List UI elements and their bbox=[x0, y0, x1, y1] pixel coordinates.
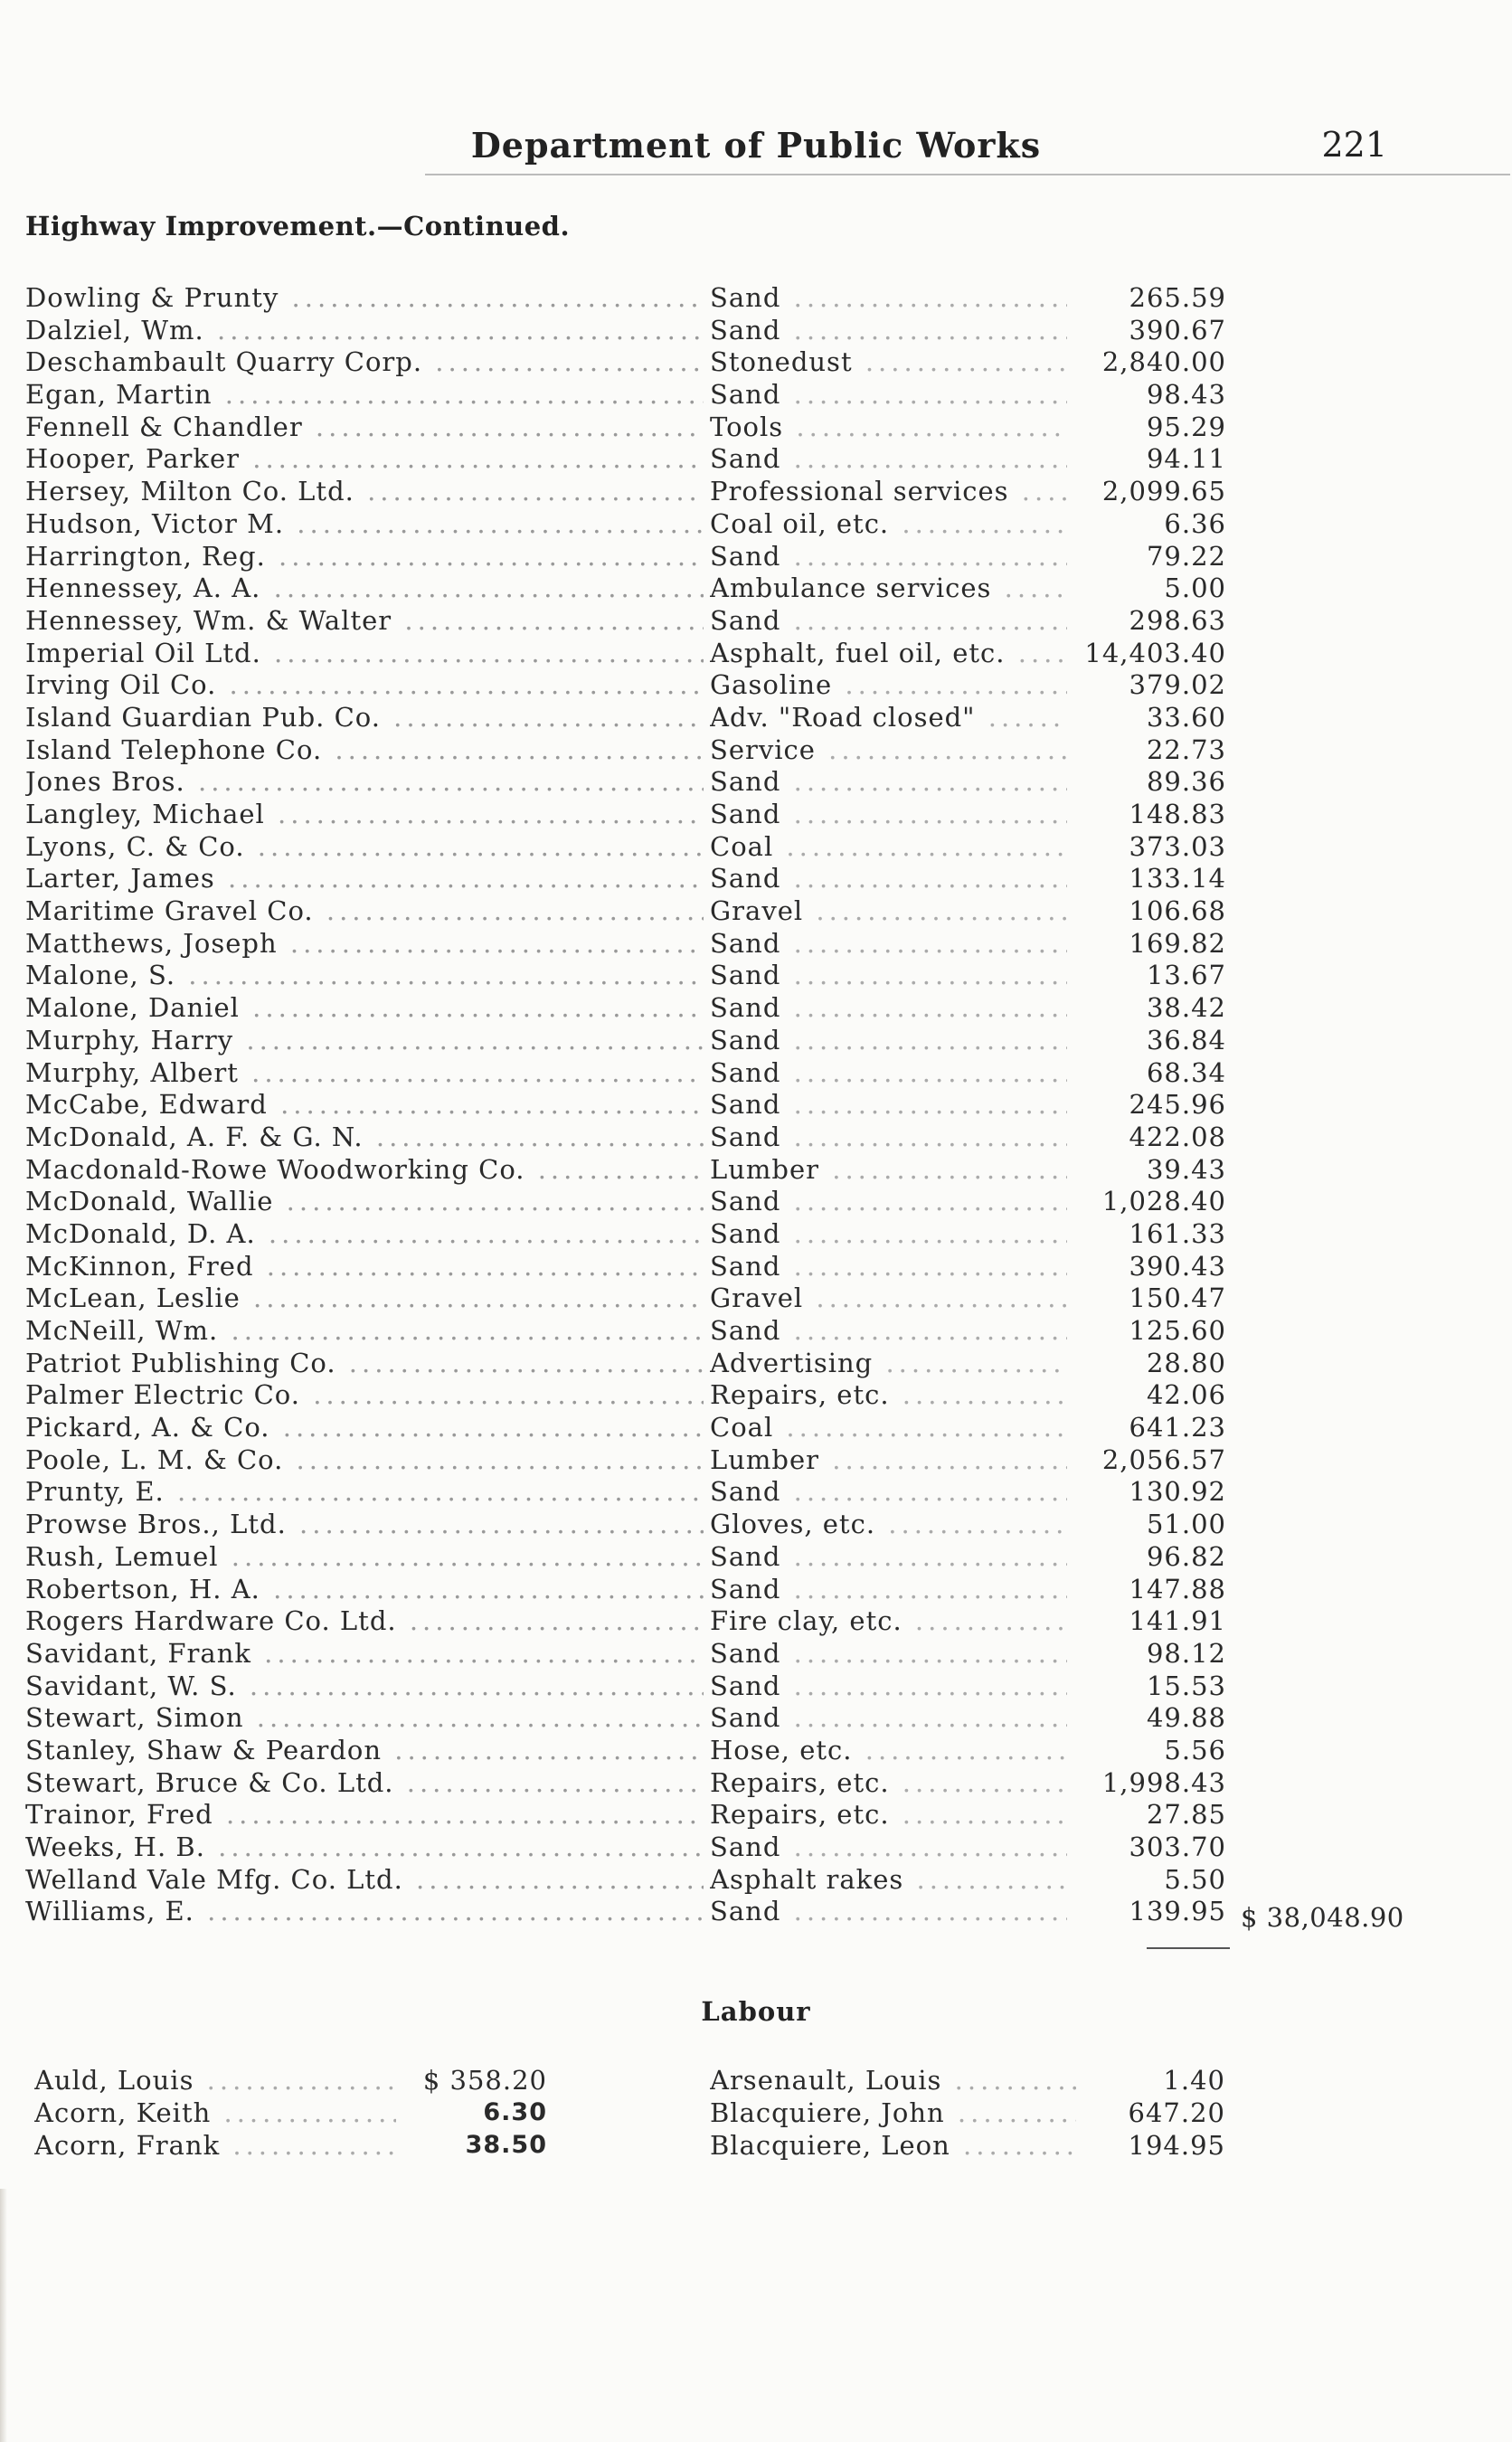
entry-row bbox=[0, 1315, 1512, 1348]
expense-amount: 98.12 bbox=[1067, 1638, 1226, 1671]
expense-amount: 79.22 bbox=[1067, 541, 1226, 573]
payee-name: McKinnon, Fred ..... bbox=[25, 1251, 704, 1283]
payee-name: Murphy, Harry ..... bbox=[25, 1025, 704, 1057]
entry-row bbox=[0, 1089, 1512, 1122]
expense-amount: 1,028.40 bbox=[1067, 1186, 1226, 1218]
expense-amount: 28.80 bbox=[1067, 1348, 1226, 1380]
entry-row bbox=[0, 573, 1512, 605]
payee-name: Island Guardian Pub. Co. ..... bbox=[25, 702, 704, 734]
expense-amount: 303.70 bbox=[1067, 1832, 1226, 1864]
expense-item: Sand ..... bbox=[710, 1896, 1090, 1928]
labour-name: Blacquiere, Leon ..... bbox=[710, 2129, 1090, 2162]
expense-item: Sand ..... bbox=[710, 443, 1090, 476]
expense-item: Fire clay, etc. ..... bbox=[710, 1605, 1090, 1638]
entry-row bbox=[0, 1412, 1512, 1444]
expense-item: Coal ..... bbox=[710, 1412, 1090, 1444]
section-heading: Highway Improvement.—Continued. bbox=[25, 211, 571, 241]
expense-amount: 422.08 bbox=[1067, 1122, 1226, 1154]
expense-amount: 49.88 bbox=[1067, 1702, 1226, 1735]
entry-row bbox=[0, 831, 1512, 864]
entry-row bbox=[0, 799, 1512, 831]
expense-amount: 42.06 bbox=[1067, 1379, 1226, 1412]
entry-row bbox=[0, 766, 1512, 799]
expense-item: Coal ..... bbox=[710, 831, 1090, 864]
entry-row bbox=[0, 1832, 1512, 1864]
expense-amount: 2,056.57 bbox=[1067, 1444, 1226, 1477]
payee-name: Egan, Martin ..... bbox=[25, 379, 704, 412]
payee-name: Palmer Electric Co. ..... bbox=[25, 1379, 704, 1412]
expense-amount: 68.34 bbox=[1067, 1057, 1226, 1090]
expense-item: Sand ..... bbox=[710, 992, 1090, 1025]
entry-row bbox=[0, 1283, 1512, 1315]
expense-item: Hose, etc. ..... bbox=[710, 1735, 1090, 1767]
entry-row bbox=[0, 315, 1512, 347]
expense-item: Sand ..... bbox=[710, 766, 1090, 799]
payee-name: Williams, E. ..... bbox=[25, 1896, 704, 1928]
entry-row bbox=[0, 1605, 1512, 1638]
expense-amount: 298.63 bbox=[1067, 605, 1226, 638]
payee-name: McLean, Leslie ..... bbox=[25, 1283, 704, 1315]
payee-name: Fennell & Chandler ..... bbox=[25, 412, 704, 444]
expense-amount: 6.36 bbox=[1067, 508, 1226, 541]
expense-item: Gasoline ..... bbox=[710, 669, 1090, 702]
expense-item: Adv. "Road closed" ..... bbox=[710, 702, 1090, 734]
payee-name: McDonald, Wallie ..... bbox=[25, 1186, 704, 1218]
payee-name: Matthews, Joseph ..... bbox=[25, 928, 704, 961]
expenditure-list bbox=[0, 282, 1512, 1928]
payee-name: McDonald, A. F. & G. N. ..... bbox=[25, 1122, 704, 1154]
expense-item: Sand ..... bbox=[710, 1671, 1090, 1703]
payee-name: Dowling & Prunty ..... bbox=[25, 282, 704, 315]
labour-name: Acorn, Frank ..... bbox=[34, 2129, 396, 2162]
entry-row bbox=[0, 282, 1512, 315]
payee-name: Prowse Bros., Ltd. ..... bbox=[25, 1509, 704, 1541]
entry-row bbox=[0, 1574, 1512, 1606]
entry-row bbox=[0, 669, 1512, 702]
entry-row bbox=[0, 638, 1512, 670]
payee-name: Trainor, Fred ..... bbox=[25, 1799, 704, 1832]
entry-row bbox=[0, 1186, 1512, 1218]
entry-row bbox=[0, 476, 1512, 508]
expense-item: Service ..... bbox=[710, 734, 1090, 767]
expense-item: Sand ..... bbox=[710, 1574, 1090, 1606]
entry-row bbox=[0, 508, 1512, 541]
expense-amount: 150.47 bbox=[1067, 1283, 1226, 1315]
expense-item: Sand ..... bbox=[710, 1251, 1090, 1283]
expense-amount: 2,099.65 bbox=[1067, 476, 1226, 508]
entry-row bbox=[0, 1444, 1512, 1477]
payee-name: Hennessey, A. A. ..... bbox=[25, 573, 704, 605]
expense-item: Sand ..... bbox=[710, 863, 1090, 895]
expense-amount: 139.95 bbox=[1067, 1896, 1226, 1928]
expense-item: Asphalt rakes ..... bbox=[710, 1864, 1090, 1897]
expense-item: Lumber ..... bbox=[710, 1444, 1090, 1477]
entry-row bbox=[0, 960, 1512, 992]
expense-item: Sand ..... bbox=[710, 799, 1090, 831]
expense-amount: 36.84 bbox=[1067, 1025, 1226, 1057]
expense-item: Sand ..... bbox=[710, 1025, 1090, 1057]
expense-amount: 390.67 bbox=[1067, 315, 1226, 347]
entry-row bbox=[0, 346, 1512, 379]
entry-row bbox=[0, 1154, 1512, 1187]
expense-amount: 106.68 bbox=[1067, 895, 1226, 928]
expense-amount: 27.85 bbox=[1067, 1799, 1226, 1832]
entry-row bbox=[0, 541, 1512, 573]
entry-row bbox=[0, 1379, 1512, 1412]
entry-row bbox=[0, 1251, 1512, 1283]
expense-item: Sand ..... bbox=[710, 282, 1090, 315]
expense-amount: 1,998.43 bbox=[1067, 1767, 1226, 1800]
expense-item: Professional services ..... bbox=[710, 476, 1090, 508]
payee-name: McNeill, Wm. ..... bbox=[25, 1315, 704, 1348]
expense-item: Sand ..... bbox=[710, 1186, 1090, 1218]
labour-row bbox=[0, 2097, 1512, 2129]
expense-amount: 133.14 bbox=[1067, 863, 1226, 895]
labour-row bbox=[0, 2129, 1512, 2162]
payee-name: Malone, S. ..... bbox=[25, 960, 704, 992]
entry-row bbox=[0, 1671, 1512, 1703]
payee-name: Dalziel, Wm. ..... bbox=[25, 315, 704, 347]
payee-name: Malone, Daniel ..... bbox=[25, 992, 704, 1025]
expense-item: Sand ..... bbox=[710, 605, 1090, 638]
payee-name: McCabe, Edward ..... bbox=[25, 1089, 704, 1122]
expense-amount: 89.36 bbox=[1067, 766, 1226, 799]
expense-item: Asphalt, fuel oil, etc. ..... bbox=[710, 638, 1090, 670]
page-number: 221 bbox=[1321, 125, 1387, 165]
expense-item: Sand ..... bbox=[710, 928, 1090, 961]
entry-row bbox=[0, 992, 1512, 1025]
expense-amount: 245.96 bbox=[1067, 1089, 1226, 1122]
expense-item: Sand ..... bbox=[710, 1218, 1090, 1251]
expense-item: Gravel ..... bbox=[710, 895, 1090, 928]
expense-item: Sand ..... bbox=[710, 1638, 1090, 1671]
expense-item: Gravel ..... bbox=[710, 1283, 1090, 1315]
expense-amount: 33.60 bbox=[1067, 702, 1226, 734]
payee-name: Stewart, Simon ..... bbox=[25, 1702, 704, 1735]
payee-name: Poole, L. M. & Co. ..... bbox=[25, 1444, 704, 1477]
expense-item: Sand ..... bbox=[710, 1315, 1090, 1348]
expense-amount: 13.67 bbox=[1067, 960, 1226, 992]
payee-name: Stewart, Bruce & Co. Ltd. ..... bbox=[25, 1767, 704, 1800]
entry-row bbox=[0, 443, 1512, 476]
expense-amount: 169.82 bbox=[1067, 928, 1226, 961]
payee-name: Harrington, Reg. ..... bbox=[25, 541, 704, 573]
expense-item: Sand ..... bbox=[710, 1057, 1090, 1090]
payee-name: Welland Vale Mfg. Co. Ltd. ..... bbox=[25, 1864, 704, 1897]
expense-item: Lumber ..... bbox=[710, 1154, 1090, 1187]
expense-amount: 22.73 bbox=[1067, 734, 1226, 767]
payee-name: Murphy, Albert ..... bbox=[25, 1057, 704, 1090]
entry-row bbox=[0, 1767, 1512, 1800]
entry-row bbox=[0, 1025, 1512, 1057]
expense-amount: 265.59 bbox=[1067, 282, 1226, 315]
expense-amount: 148.83 bbox=[1067, 799, 1226, 831]
section-total: $ 38,048.90 bbox=[1241, 1902, 1404, 1933]
expense-amount: 379.02 bbox=[1067, 669, 1226, 702]
header-rule bbox=[425, 174, 1510, 175]
labour-list bbox=[0, 2064, 1512, 2162]
payee-name: Patriot Publishing Co. ..... bbox=[25, 1348, 704, 1380]
payee-name: Weeks, H. B. ..... bbox=[25, 1832, 704, 1864]
page-header bbox=[0, 125, 1512, 170]
expense-item: Sand ..... bbox=[710, 1541, 1090, 1574]
expense-item: Stonedust ..... bbox=[710, 346, 1090, 379]
payee-name: Robertson, H. A. ..... bbox=[25, 1574, 704, 1606]
labour-amount: 194.95 bbox=[1076, 2129, 1225, 2162]
payee-name: Hudson, Victor M. ..... bbox=[25, 508, 704, 541]
expense-item: Tools ..... bbox=[710, 412, 1090, 444]
expense-amount: 39.43 bbox=[1067, 1154, 1226, 1187]
payee-name: McDonald, D. A. ..... bbox=[25, 1218, 704, 1251]
expense-amount: 125.60 bbox=[1067, 1315, 1226, 1348]
expense-amount: 96.82 bbox=[1067, 1541, 1226, 1574]
entry-row bbox=[0, 1476, 1512, 1509]
labour-amount: 6.30 bbox=[398, 2097, 547, 2129]
expense-amount: 5.56 bbox=[1067, 1735, 1226, 1767]
payee-name: Langley, Michael ..... bbox=[25, 799, 704, 831]
entry-row bbox=[0, 412, 1512, 444]
expense-amount: 94.11 bbox=[1067, 443, 1226, 476]
entry-row bbox=[0, 605, 1512, 638]
payee-name: Savidant, W. S. ..... bbox=[25, 1671, 704, 1703]
labour-amount: $ 358.20 bbox=[398, 2064, 547, 2097]
expense-item: Repairs, etc. ..... bbox=[710, 1767, 1090, 1800]
payee-name: Rogers Hardware Co. Ltd. ..... bbox=[25, 1605, 704, 1638]
payee-name: Stanley, Shaw & Peardon ..... bbox=[25, 1735, 704, 1767]
expense-amount: 641.23 bbox=[1067, 1412, 1226, 1444]
expense-item: Advertising ..... bbox=[710, 1348, 1090, 1380]
payee-name: Island Telephone Co. ..... bbox=[25, 734, 704, 767]
expense-amount: 147.88 bbox=[1067, 1574, 1226, 1606]
entry-row bbox=[0, 928, 1512, 961]
expense-item: Sand ..... bbox=[710, 1089, 1090, 1122]
expense-item: Coal oil, etc. ..... bbox=[710, 508, 1090, 541]
labour-name: Acorn, Keith ..... bbox=[34, 2097, 396, 2129]
entry-row bbox=[0, 863, 1512, 895]
entry-row bbox=[0, 895, 1512, 928]
entry-row bbox=[0, 1509, 1512, 1541]
payee-name: Larter, James ..... bbox=[25, 863, 704, 895]
payee-name: Jones Bros. ..... bbox=[25, 766, 704, 799]
payee-name: Rush, Lemuel ..... bbox=[25, 1541, 704, 1574]
expense-item: Sand ..... bbox=[710, 315, 1090, 347]
labour-amount: 1.40 bbox=[1076, 2064, 1225, 2097]
entry-row bbox=[0, 1541, 1512, 1574]
expense-item: Repairs, etc. ..... bbox=[710, 1799, 1090, 1832]
expense-item: Sand ..... bbox=[710, 1476, 1090, 1509]
payee-name: Savidant, Frank ..... bbox=[25, 1638, 704, 1671]
payee-name: Lyons, C. & Co. ..... bbox=[25, 831, 704, 864]
expense-amount: 5.00 bbox=[1067, 573, 1226, 605]
entry-row bbox=[0, 1057, 1512, 1090]
entry-row bbox=[0, 734, 1512, 767]
payee-name: Hersey, Milton Co. Ltd. ..... bbox=[25, 476, 704, 508]
expense-amount: 5.50 bbox=[1067, 1864, 1226, 1897]
expense-amount: 98.43 bbox=[1067, 379, 1226, 412]
expense-item: Repairs, etc. ..... bbox=[710, 1379, 1090, 1412]
labour-row bbox=[0, 2064, 1512, 2097]
expense-item: Sand ..... bbox=[710, 960, 1090, 992]
expense-amount: 141.91 bbox=[1067, 1605, 1226, 1638]
entry-row bbox=[0, 1735, 1512, 1767]
expense-amount: 14,403.40 bbox=[1067, 638, 1226, 670]
expense-item: Gloves, etc. ..... bbox=[710, 1509, 1090, 1541]
payee-name: Pickard, A. & Co. ..... bbox=[25, 1412, 704, 1444]
subtotal-rule bbox=[1147, 1947, 1230, 1949]
entry-row bbox=[0, 702, 1512, 734]
payee-name: Deschambault Quarry Corp. ..... bbox=[25, 346, 704, 379]
payee-name: Hooper, Parker ..... bbox=[25, 443, 704, 476]
entry-row bbox=[0, 1702, 1512, 1735]
running-title: Department of Public Works bbox=[470, 125, 1042, 166]
expense-item: Sand ..... bbox=[710, 541, 1090, 573]
payee-name: Irving Oil Co. ..... bbox=[25, 669, 704, 702]
expense-amount: 51.00 bbox=[1067, 1509, 1226, 1541]
entry-row bbox=[0, 379, 1512, 412]
payee-name: Imperial Oil Ltd. ..... bbox=[25, 638, 704, 670]
scan-edge-shadow bbox=[0, 2189, 7, 2442]
entry-row bbox=[0, 1799, 1512, 1832]
expense-item: Ambulance services ..... bbox=[710, 573, 1090, 605]
expense-amount: 390.43 bbox=[1067, 1251, 1226, 1283]
expense-amount: 2,840.00 bbox=[1067, 346, 1226, 379]
payee-name: Macdonald-Rowe Woodworking Co. ..... bbox=[25, 1154, 704, 1187]
entry-row bbox=[0, 1638, 1512, 1671]
expense-item: Sand ..... bbox=[710, 1122, 1090, 1154]
labour-name: Auld, Louis ..... bbox=[34, 2064, 396, 2097]
expense-item: Sand ..... bbox=[710, 1702, 1090, 1735]
labour-heading: Labour bbox=[701, 1996, 811, 2027]
entry-row bbox=[0, 1218, 1512, 1251]
entry-row bbox=[0, 1864, 1512, 1897]
labour-name: Arsenault, Louis ..... bbox=[710, 2064, 1090, 2097]
labour-amount: 647.20 bbox=[1076, 2097, 1225, 2129]
payee-name: Hennessey, Wm. & Walter ..... bbox=[25, 605, 704, 638]
payee-name: Maritime Gravel Co. ..... bbox=[25, 895, 704, 928]
expense-amount: 38.42 bbox=[1067, 992, 1226, 1025]
payee-name: Prunty, E. ..... bbox=[25, 1476, 704, 1509]
expense-amount: 161.33 bbox=[1067, 1218, 1226, 1251]
expense-item: Sand ..... bbox=[710, 1832, 1090, 1864]
entry-row bbox=[0, 1348, 1512, 1380]
labour-name: Blacquiere, John ..... bbox=[710, 2097, 1090, 2129]
expense-amount: 15.53 bbox=[1067, 1671, 1226, 1703]
labour-amount: 38.50 bbox=[398, 2129, 547, 2162]
entry-row bbox=[0, 1122, 1512, 1154]
expense-amount: 95.29 bbox=[1067, 412, 1226, 444]
expense-amount: 130.92 bbox=[1067, 1476, 1226, 1509]
expense-amount: 373.03 bbox=[1067, 831, 1226, 864]
expense-item: Sand ..... bbox=[710, 379, 1090, 412]
